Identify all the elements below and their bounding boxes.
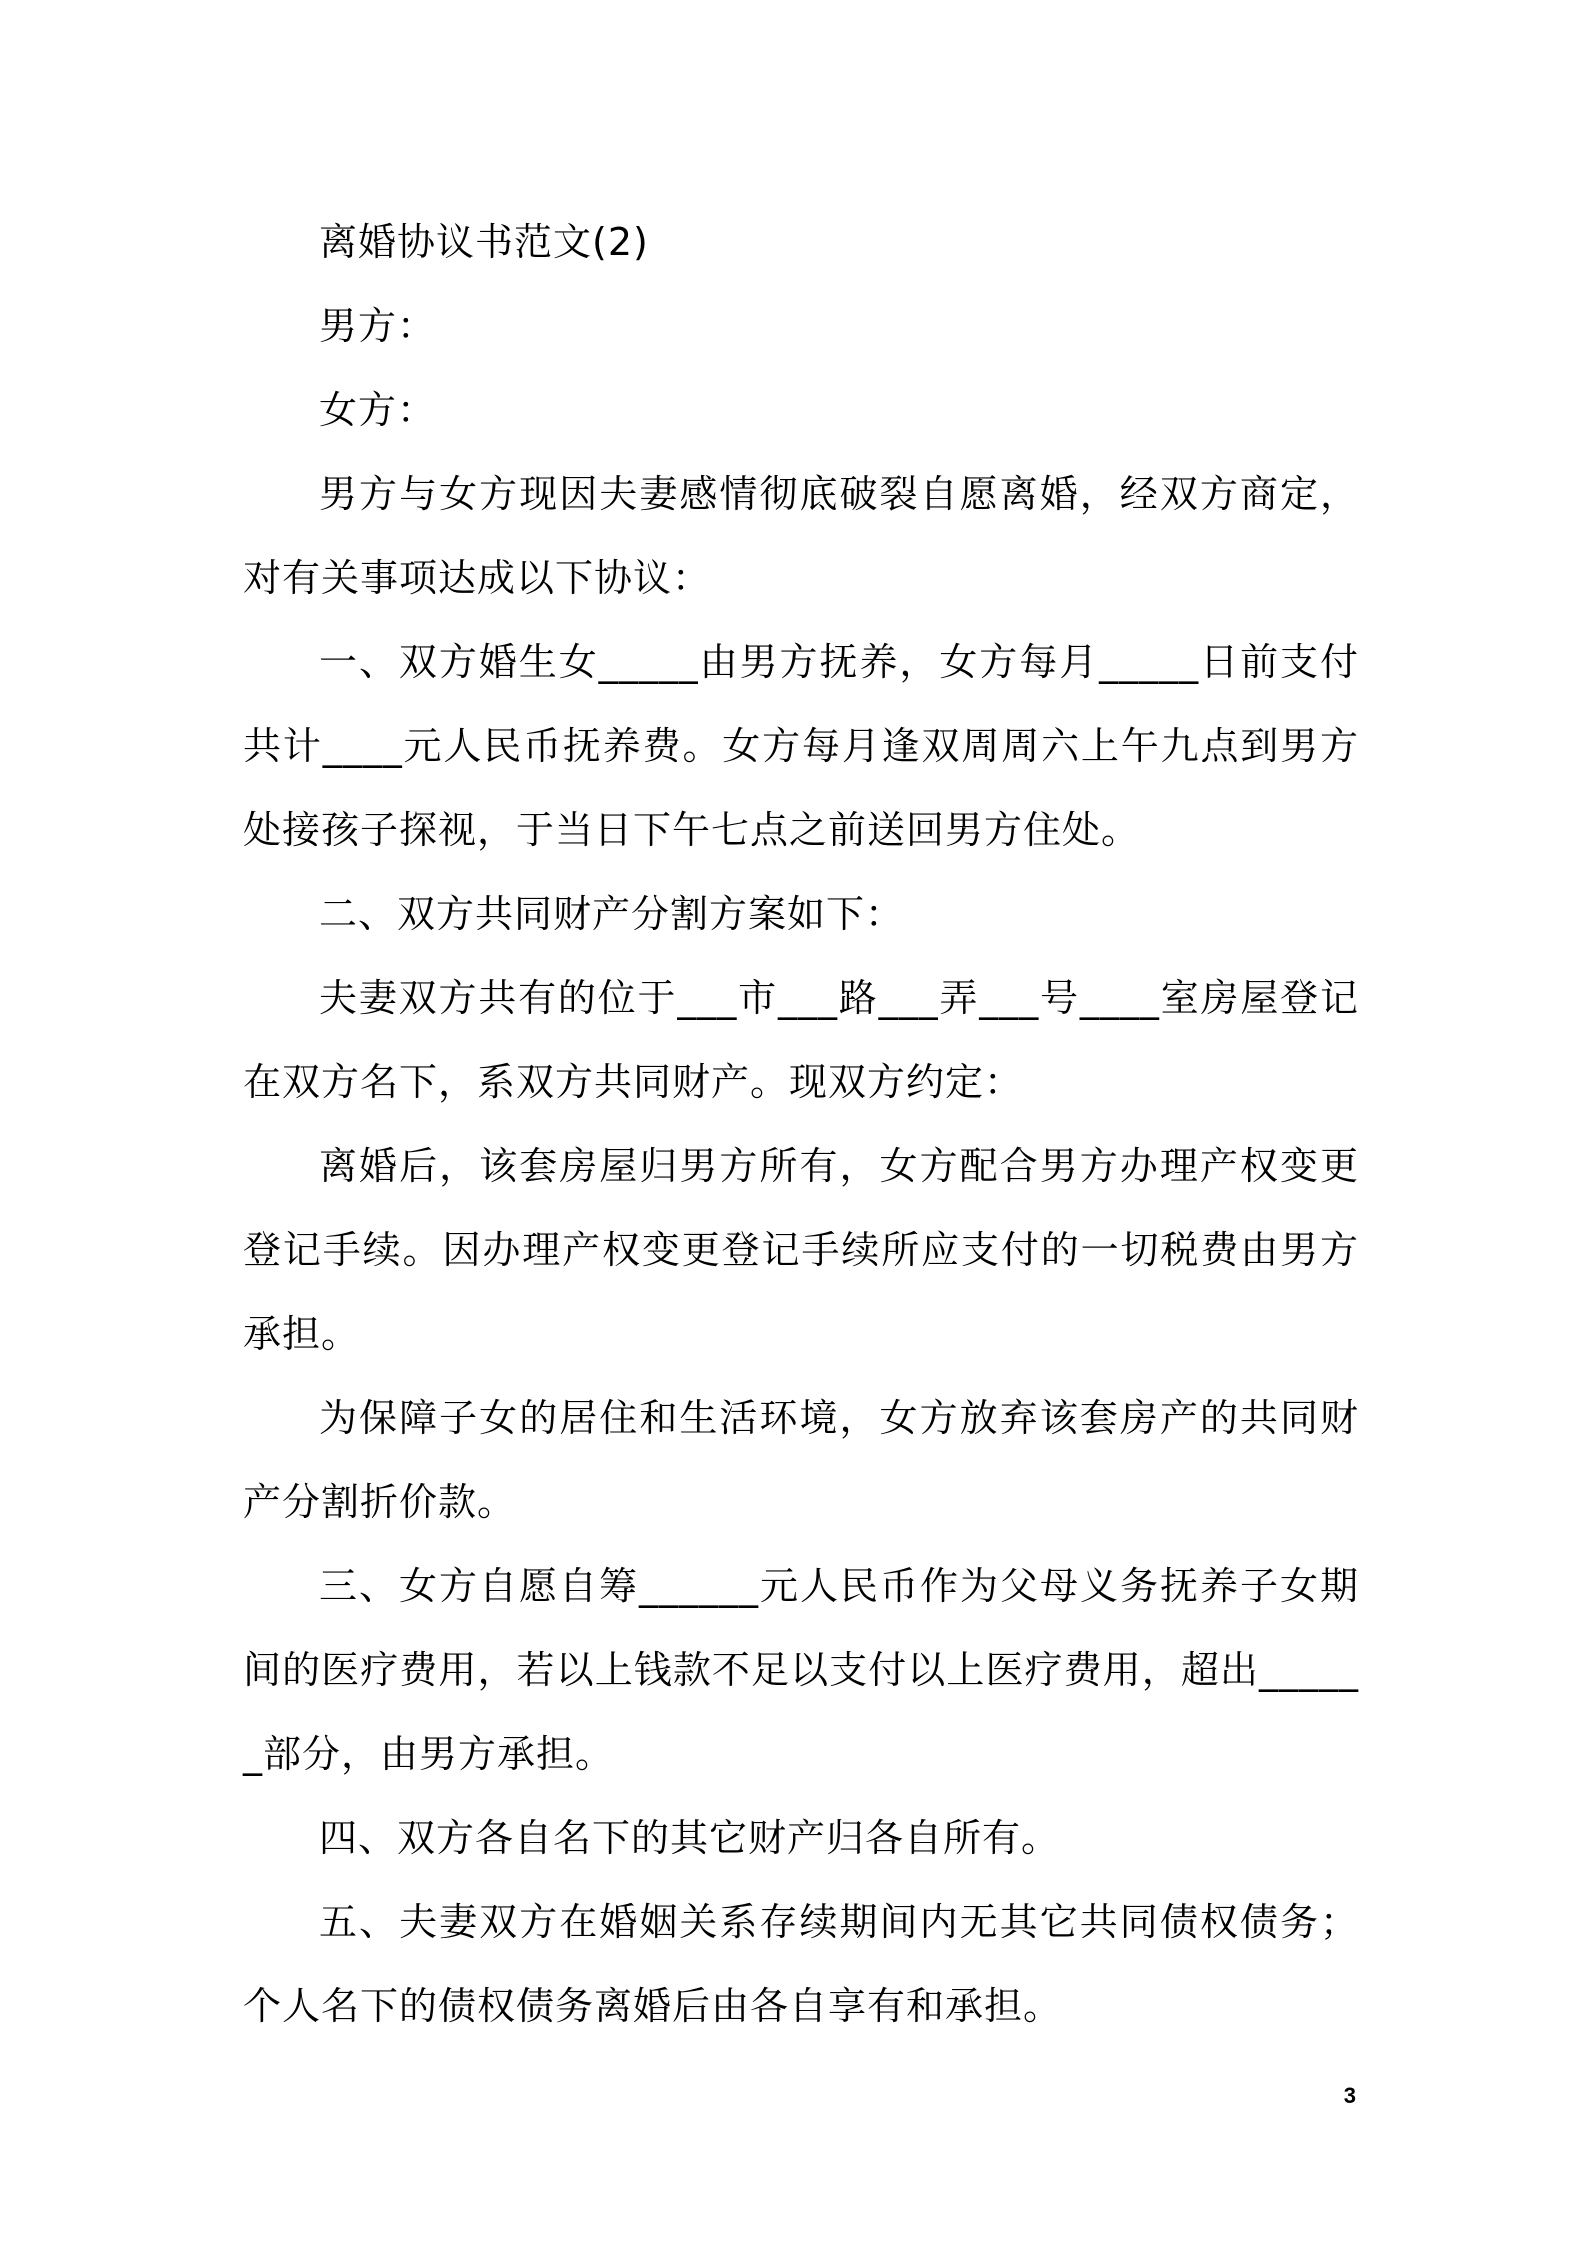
- paragraph: 夫妻双方共有的位于___市___路___弄___号____室房屋登记在双方名下，系双方共同财产。现双方约定：: [243, 976, 1359, 1104]
- paragraph: 五、夫妻双方在婚姻关系存续期间内无其它共同债权债务；个人名下的债权债务离婚后由各自享有和承担。: [243, 1900, 1359, 2028]
- paragraph: 男方与女方现因夫妻感情彻底破裂自愿离婚，经双方商定，对有关事项达成以下协议：: [243, 472, 1359, 600]
- paragraph: 三、女方自愿自筹______元人民币作为父母义务抚养子女期间的医疗费用，若以上钱款不足以支付以上医疗费用，超出______部分，由男方承担。: [243, 1564, 1359, 1776]
- paragraph: 离婚后，该套房屋归男方所有，女方配合男方办理产权变更登记手续。因办理产权变更登记手续所应支付的一切税费由男方承担。: [243, 1144, 1359, 1356]
- paragraph: 二、双方共同财产分割方案如下：: [319, 892, 905, 936]
- paragraph: 一、双方婚生女_____由男方抚养，女方每月_____日前支付共计____元人民币抚养费。女方每月逢双周周六上午九点到男方处接孩子探视，于当日下午七点之前送回男方住处。: [243, 640, 1359, 852]
- paragraph: 为保障子女的居住和生活环境，女方放弃该套房产的共同财产分割折价款。: [243, 1396, 1359, 1524]
- paragraph: 四、双方各自名下的其它财产归各自所有。: [319, 1816, 1061, 1860]
- male-party-label: 男方：: [319, 304, 437, 348]
- document-title: 离婚协议书范文(2): [319, 220, 649, 264]
- page-number: 3: [1343, 2083, 1356, 2108]
- document-page: [243, 200, 1359, 2048]
- female-party-label: 女方：: [319, 388, 437, 432]
